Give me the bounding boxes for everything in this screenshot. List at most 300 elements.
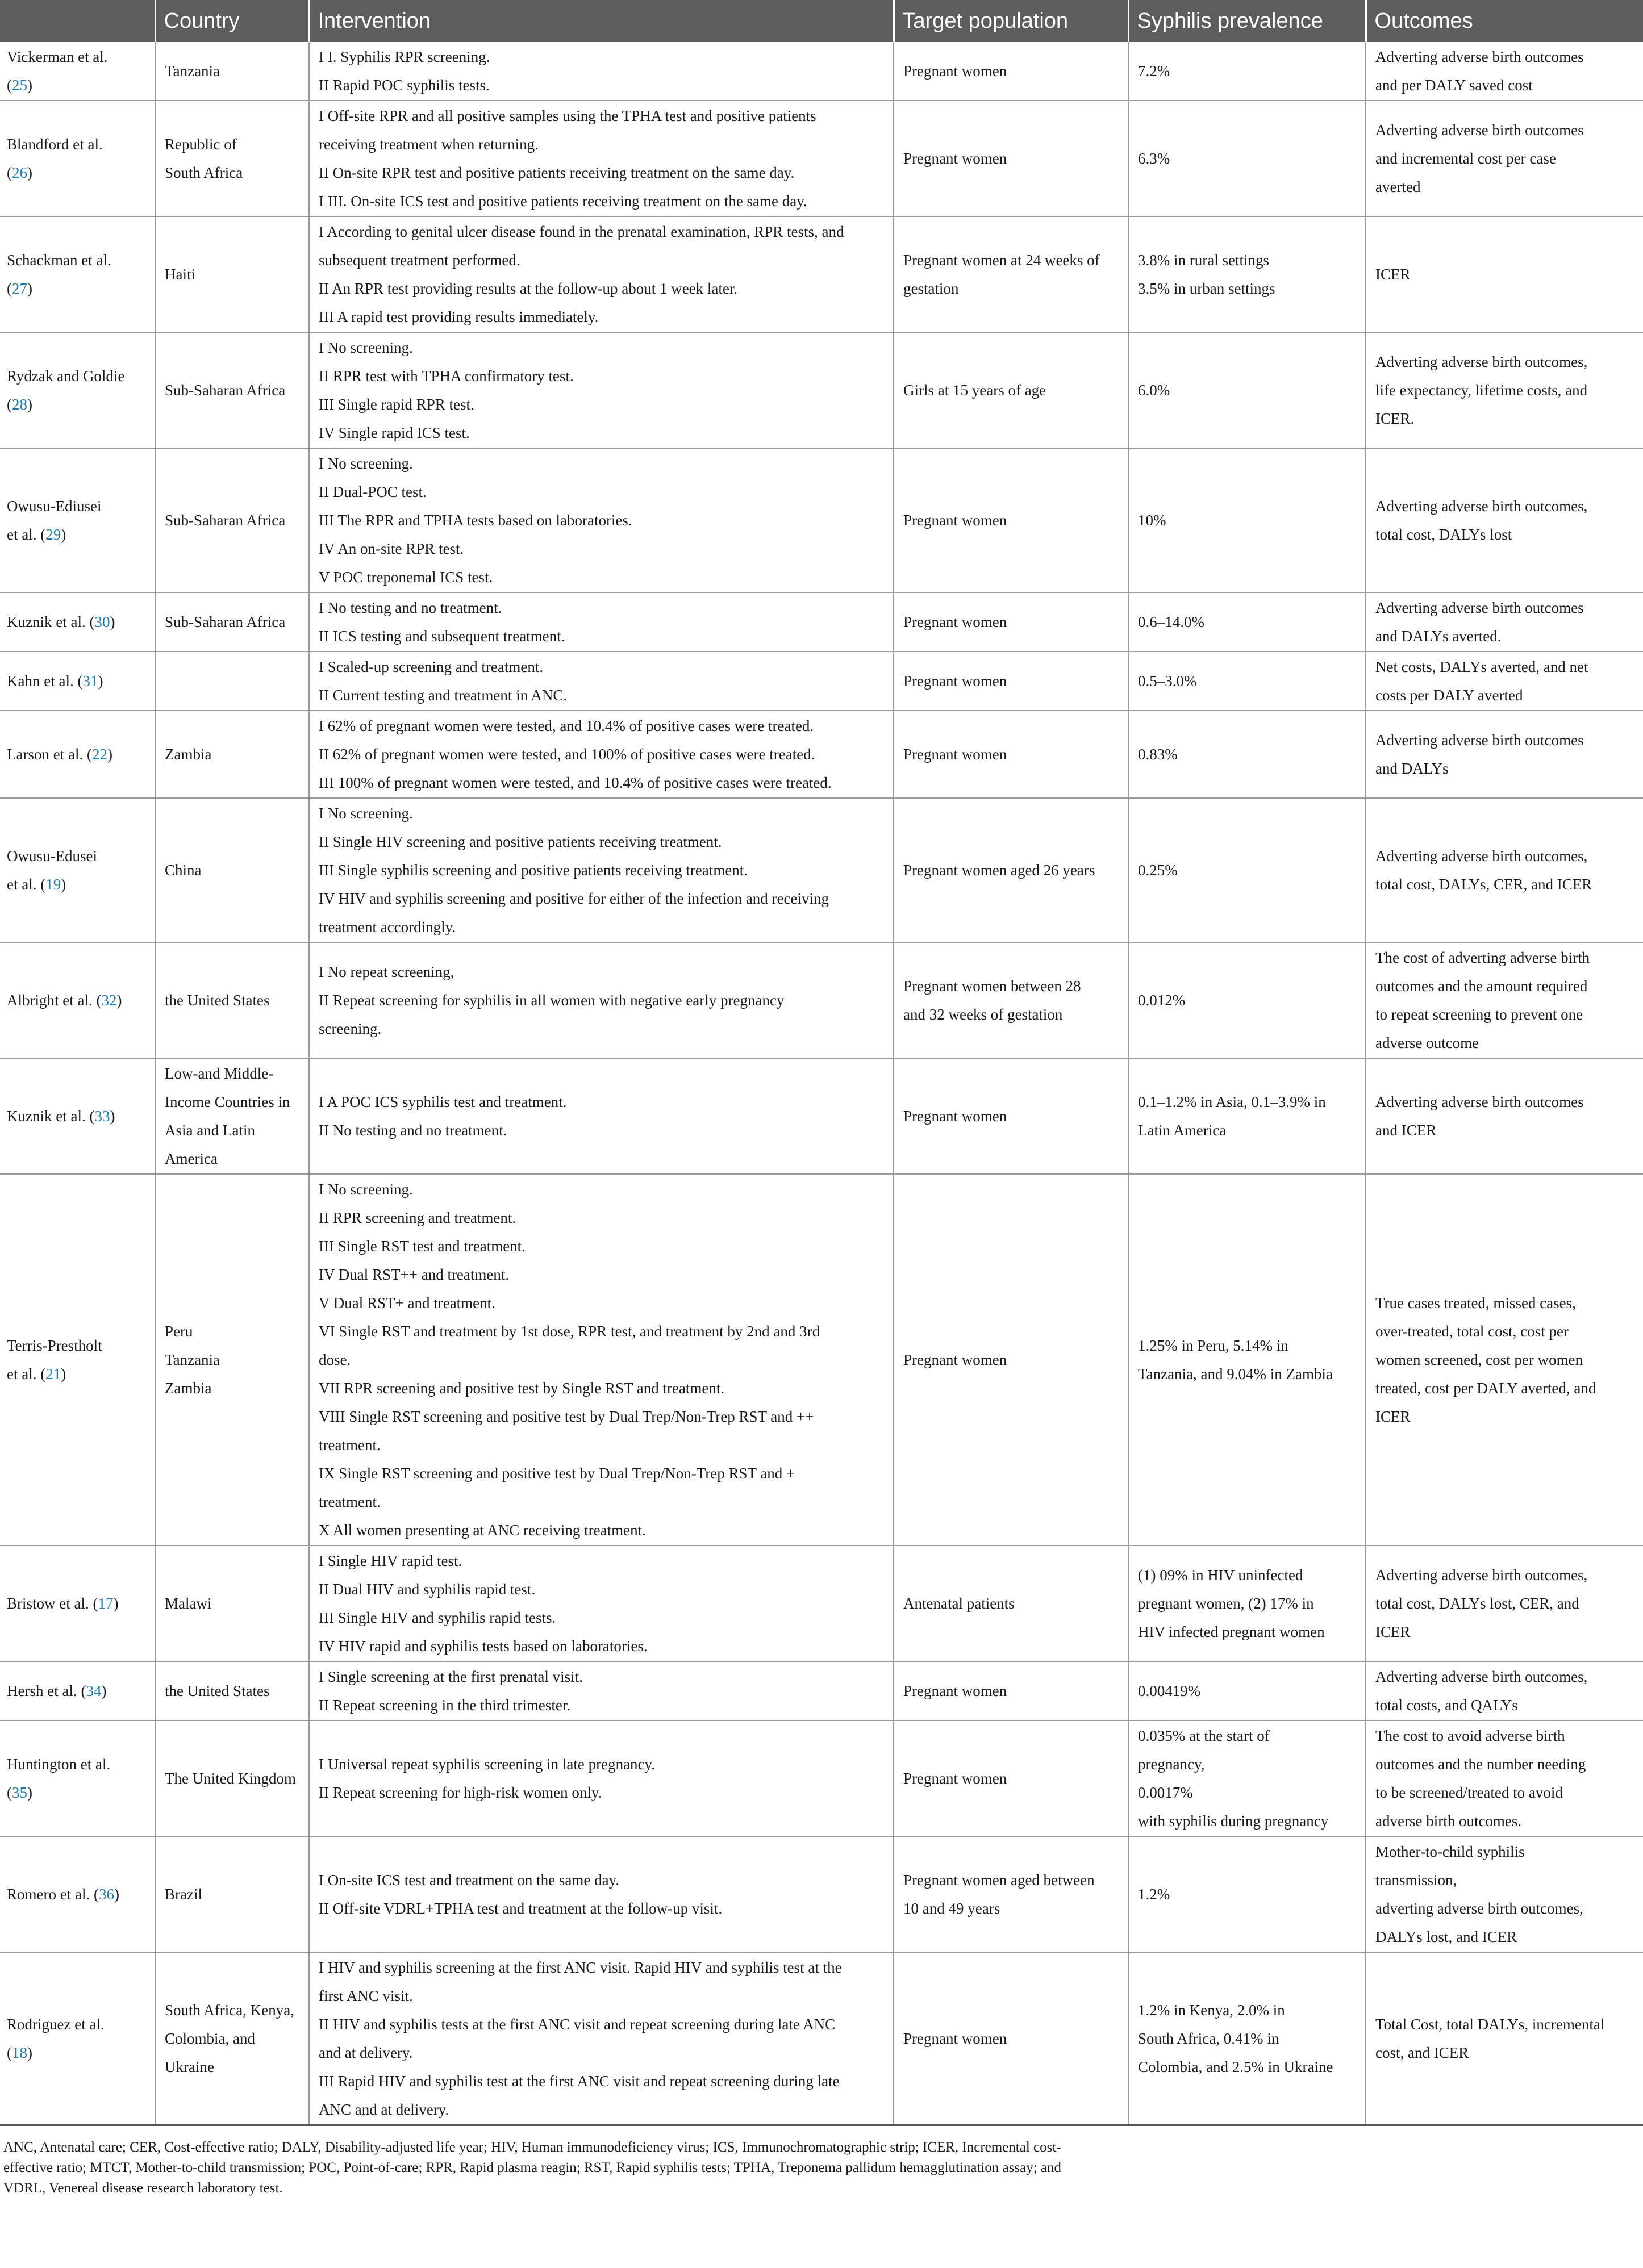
- table-row: [0, 1952, 1643, 2125]
- cell-line: subsequent treatment performed.: [319, 252, 520, 269]
- cell-line: gestation: [903, 280, 959, 297]
- cell-line: Pregnant women aged between: [903, 1872, 1095, 1889]
- cell-line: II Repeat screening for syphilis in all women with negative early pregnancy: [319, 992, 785, 1009]
- cell-line: Owusu-Edusei: [7, 847, 97, 864]
- cell-line: 3.8% in rural settings: [1138, 252, 1269, 269]
- study-cell: [0, 42, 155, 101]
- cell-line: IV HIV and syphilis screening and positive for either of the infection and receiving: [319, 890, 829, 907]
- reference-link[interactable]: 22: [91, 746, 107, 763]
- target-population-cell: [894, 42, 1128, 101]
- target-population-cell: [894, 1836, 1128, 1952]
- cell-line: 0.012%: [1138, 992, 1186, 1009]
- prevalence-cell: [1128, 798, 1366, 942]
- cell-line: IV An on-site RPR test.: [319, 540, 464, 557]
- reference-link[interactable]: 19: [45, 876, 61, 893]
- study-cell: [0, 332, 155, 448]
- cell-line: I Scaled-up screening and treatment.: [319, 658, 544, 675]
- country-cell: [155, 216, 309, 332]
- outcomes-cell: [1366, 1661, 1643, 1720]
- target-population-cell: [894, 711, 1128, 798]
- outcomes-cell: [1366, 942, 1643, 1058]
- cell-line: The cost to avoid adverse birth: [1375, 1727, 1565, 1744]
- target-population-cell: [894, 448, 1128, 592]
- table-row: [0, 942, 1643, 1058]
- cell-line: ICER: [1375, 266, 1411, 283]
- cell-line: Sub-Saharan Africa: [165, 512, 286, 529]
- cell-line: Colombia, and: [165, 2030, 255, 2047]
- prevalence-cell: [1128, 1952, 1366, 2125]
- cell-line: South Africa, 0.41% in: [1138, 2030, 1279, 2047]
- cell-line: Pregnant women aged 26 years: [903, 862, 1095, 879]
- prevalence-cell: [1128, 592, 1366, 651]
- reference-link[interactable]: 18: [12, 2044, 27, 2061]
- cell-line: adverse outcome: [1375, 1034, 1479, 1051]
- cell-line: Ukraine: [165, 2058, 214, 2075]
- cell-line: costs per DALY averted: [1375, 687, 1523, 704]
- cell-line: and incremental cost per case: [1375, 150, 1556, 167]
- cell-line: South Africa, Kenya,: [165, 2002, 294, 2019]
- cell-line: (27): [7, 280, 32, 297]
- country-cell: [155, 1174, 309, 1546]
- outcomes-cell: [1366, 651, 1643, 711]
- cell-line: the United States: [165, 992, 270, 1009]
- cell-line: II HIV and syphilis tests at the first ANC visit and repeat screening during late ANC: [319, 2016, 836, 2033]
- cell-line: adverse birth outcomes.: [1375, 1812, 1522, 1830]
- header-intervention: Intervention: [309, 0, 894, 42]
- cell-line: (1) 09% in HIV uninfected: [1138, 1567, 1303, 1584]
- study-cell: [0, 1546, 155, 1661]
- reference-link[interactable]: 17: [98, 1595, 114, 1612]
- intervention-cell: [309, 216, 894, 332]
- cell-line: Adverting adverse birth outcomes: [1375, 1093, 1584, 1110]
- cell-line: America: [165, 1150, 218, 1167]
- cell-line: Asia and Latin: [165, 1122, 255, 1139]
- table-row: [0, 1546, 1643, 1661]
- cell-line: Schackman et al.: [7, 252, 111, 269]
- country-cell: [155, 942, 309, 1058]
- cell-line: the United States: [165, 1682, 270, 1699]
- cell-line: 0.0017%: [1138, 1784, 1193, 1801]
- cell-line: 0.25%: [1138, 862, 1178, 879]
- cell-line: (26): [7, 164, 32, 181]
- table-row: [0, 1058, 1643, 1174]
- target-population-cell: [894, 332, 1128, 448]
- cell-line: II On-site RPR test and positive patients receiving treatment on the same day.: [319, 164, 795, 181]
- cell-line: II ICS testing and subsequent treatment.: [319, 628, 565, 645]
- cell-line: Vickerman et al.: [7, 48, 108, 65]
- cell-line: Adverting adverse birth outcomes: [1375, 732, 1584, 749]
- reference-link[interactable]: 28: [12, 396, 27, 413]
- study-cell: [0, 1174, 155, 1546]
- cell-line: 6.0%: [1138, 382, 1170, 399]
- cell-line: Mother-to-child syphilis: [1375, 1843, 1525, 1860]
- table-row: [0, 711, 1643, 798]
- cell-line: Kuznik et al. (30): [7, 613, 115, 630]
- cell-line: Adverting adverse birth outcomes: [1375, 599, 1584, 616]
- cell-line: III Rapid HIV and syphilis test at the first ANC visit and repeat screening during late: [319, 2073, 840, 2090]
- outcomes-cell: [1366, 1546, 1643, 1661]
- cell-line: V POC treponemal ICS test.: [319, 569, 493, 586]
- cell-line: III A rapid test providing results immediately.: [319, 308, 599, 325]
- cell-line: III 100% of pregnant women were tested, and 10.4% of positive cases were treated.: [319, 774, 832, 791]
- cell-line: 0.035% at the start of: [1138, 1727, 1270, 1744]
- cell-line: treated, cost per DALY averted, and: [1375, 1380, 1596, 1397]
- cell-line: I No screening.: [319, 1181, 413, 1198]
- cell-line: True cases treated, missed cases,: [1375, 1294, 1576, 1311]
- cell-line: I No screening.: [319, 339, 413, 356]
- cell-line: I Off-site RPR and all positive samples using the TPHA test and positive patients: [319, 107, 816, 124]
- intervention-cell: [309, 1836, 894, 1952]
- table-footnote: [0, 2126, 1157, 2199]
- cell-line: Adverting adverse birth outcomes: [1375, 122, 1584, 139]
- cell-line: III Single HIV and syphilis rapid tests.: [319, 1609, 556, 1626]
- cell-line: Pregnant women: [903, 150, 1007, 167]
- cell-line: Latin America: [1138, 1122, 1227, 1139]
- prevalence-cell: [1128, 1174, 1366, 1546]
- intervention-cell: [309, 1174, 894, 1546]
- cell-line: ICER: [1375, 1623, 1411, 1640]
- cell-line: Adverting adverse birth outcomes,: [1375, 1668, 1588, 1685]
- cell-line: Pregnant women: [903, 1108, 1007, 1125]
- cell-line: ICER: [1375, 1408, 1411, 1425]
- header-syphilis-prevalence: Syphilis prevalence: [1128, 0, 1366, 42]
- cell-line: et al. (21): [7, 1365, 66, 1382]
- cell-line: first ANC visit.: [319, 1987, 413, 2004]
- intervention-cell: [309, 42, 894, 101]
- cell-line: Colombia, and 2.5% in Ukraine: [1138, 2058, 1333, 2075]
- outcomes-cell: [1366, 332, 1643, 448]
- study-cell: [0, 942, 155, 1058]
- cell-line: Pregnant women: [903, 1770, 1007, 1787]
- intervention-cell: [309, 1952, 894, 2125]
- cell-line: V Dual RST+ and treatment.: [319, 1294, 495, 1311]
- cell-line: total cost, DALYs, CER, and ICER: [1375, 876, 1592, 893]
- cell-line: Girls at 15 years of age: [903, 382, 1046, 399]
- cell-line: IX Single RST screening and positive test by Dual Trep/Non-Trep RST and +: [319, 1465, 795, 1482]
- cell-line: Tanzania: [165, 1351, 220, 1368]
- cell-line: I HIV and syphilis screening at the first ANC visit. Rapid HIV and syphilis test at the: [319, 1959, 842, 1976]
- cell-line: women screened, cost per women: [1375, 1351, 1583, 1368]
- table-row: [0, 592, 1643, 651]
- country-cell: [155, 1720, 309, 1836]
- cell-line: II RPR screening and treatment.: [319, 1209, 516, 1226]
- cell-line: I According to genital ulcer disease found in the prenatal examination, RPR tests, and: [319, 223, 844, 240]
- intervention-cell: [309, 711, 894, 798]
- cell-line: 0.5–3.0%: [1138, 673, 1197, 690]
- cell-line: 0.6–14.0%: [1138, 613, 1204, 630]
- cell-line: Total Cost, total DALYs, incremental: [1375, 2016, 1605, 2033]
- target-population-cell: [894, 1546, 1128, 1661]
- study-cell: [0, 1836, 155, 1952]
- cell-line: Kuznik et al. (33): [7, 1108, 115, 1125]
- target-population-cell: [894, 1174, 1128, 1546]
- cell-line: dose.: [319, 1351, 351, 1368]
- cell-line: I 62% of pregnant women were tested, and 10.4% of positive cases were treated.: [319, 717, 814, 734]
- prevalence-cell: [1128, 101, 1366, 216]
- study-cell: [0, 1058, 155, 1174]
- intervention-cell: [309, 592, 894, 651]
- cell-line: 1.2%: [1138, 1886, 1170, 1903]
- cell-line: Adverting adverse birth outcomes,: [1375, 847, 1588, 864]
- cell-line: Pregnant women: [903, 1351, 1007, 1368]
- cell-line: over-treated, total cost, cost per: [1375, 1323, 1569, 1340]
- cell-line: I Single HIV rapid test.: [319, 1552, 462, 1569]
- country-cell: [155, 592, 309, 651]
- cell-line: 7.2%: [1138, 62, 1170, 80]
- cell-line: IV Dual RST++ and treatment.: [319, 1266, 510, 1283]
- study-cell: [0, 651, 155, 711]
- cell-line: pregnancy,: [1138, 1756, 1205, 1773]
- cell-line: VII RPR screening and positive test by Single RST and treatment.: [319, 1380, 725, 1397]
- header-outcomes: Outcomes: [1366, 0, 1643, 42]
- cell-line: and at delivery.: [319, 2044, 413, 2061]
- cell-line: Malawi: [165, 1595, 212, 1612]
- cell-line: 1.2% in Kenya, 2.0% in: [1138, 2002, 1285, 2019]
- cell-line: outcomes and the number needing: [1375, 1756, 1586, 1773]
- cell-line: Low-and Middle-: [165, 1065, 274, 1082]
- prevalence-cell: [1128, 1720, 1366, 1836]
- cell-line: (18): [7, 2044, 32, 2061]
- target-population-cell: [894, 1720, 1128, 1836]
- cell-line: Sub-Saharan Africa: [165, 382, 286, 399]
- intervention-cell: [309, 942, 894, 1058]
- cell-line: pregnant women, (2) 17% in: [1138, 1595, 1314, 1612]
- cell-line: III The RPR and TPHA tests based on laboratories.: [319, 512, 632, 529]
- cell-line: II 62% of pregnant women were tested, and 100% of positive cases were treated.: [319, 746, 815, 763]
- reference-link[interactable]: 27: [12, 280, 27, 297]
- study-cell: [0, 216, 155, 332]
- intervention-cell: [309, 448, 894, 592]
- table-row: [0, 1661, 1643, 1720]
- study-cell: [0, 1720, 155, 1836]
- outcomes-cell: [1366, 1058, 1643, 1174]
- cell-line: South Africa: [165, 164, 243, 181]
- study-cell: [0, 798, 155, 942]
- cell-line: total costs, and QALYs: [1375, 1697, 1518, 1714]
- cell-line: total cost, DALYs lost: [1375, 526, 1512, 543]
- cell-line: Pregnant women: [903, 1682, 1007, 1699]
- outcomes-cell: [1366, 1952, 1643, 2125]
- cell-line: Pregnant women at 24 weeks of: [903, 252, 1100, 269]
- cell-line: life expectancy, lifetime costs, and: [1375, 382, 1588, 399]
- cell-line: Hersh et al. (34): [7, 1682, 107, 1699]
- reference-link[interactable]: 35: [12, 1784, 27, 1801]
- reference-link[interactable]: 36: [98, 1886, 114, 1903]
- cell-line: II Repeat screening in the third trimester.: [319, 1697, 571, 1714]
- cell-line: Sub-Saharan Africa: [165, 613, 286, 630]
- cell-line: total cost, DALYs lost, CER, and: [1375, 1595, 1579, 1612]
- cell-line: receiving treatment when returning.: [319, 136, 539, 153]
- cell-line: I Single screening at the first prenatal visit.: [319, 1668, 583, 1685]
- cell-line: Net costs, DALYs averted, and net: [1375, 658, 1588, 675]
- reference-link[interactable]: 33: [94, 1108, 110, 1125]
- header-study: [0, 0, 155, 42]
- outcomes-cell: [1366, 1836, 1643, 1952]
- cell-line: II Dual-POC test.: [319, 483, 427, 500]
- cell-line: II Rapid POC syphilis tests.: [319, 77, 490, 94]
- prevalence-cell: [1128, 1836, 1366, 1952]
- header-country: Country: [155, 0, 309, 42]
- intervention-cell: [309, 101, 894, 216]
- cell-line: 0.00419%: [1138, 1682, 1201, 1699]
- country-cell: [155, 1836, 309, 1952]
- country-cell: [155, 42, 309, 101]
- cell-line: and ICER: [1375, 1122, 1437, 1139]
- cell-line: III Single RST test and treatment.: [319, 1238, 526, 1255]
- study-cell: [0, 1661, 155, 1720]
- cell-line: Kahn et al. (31): [7, 673, 103, 690]
- cell-line: II No testing and no treatment.: [319, 1122, 507, 1139]
- reference-link[interactable]: 26: [12, 164, 27, 181]
- cell-line: 1.25% in Peru, 5.14% in: [1138, 1337, 1288, 1354]
- study-cell: [0, 448, 155, 592]
- cell-line: Republic of: [165, 136, 237, 153]
- cell-line: Tanzania, and 9.04% in Zambia: [1138, 1365, 1333, 1382]
- prevalence-cell: [1128, 332, 1366, 448]
- footnote-line: VDRL, Venereal disease research laboratory test.: [3, 2181, 283, 2196]
- cell-line: II Current testing and treatment in ANC.: [319, 687, 568, 704]
- study-cell: [0, 101, 155, 216]
- cell-line: 10%: [1138, 512, 1166, 529]
- country-cell: [155, 798, 309, 942]
- study-cell: [0, 592, 155, 651]
- reference-link[interactable]: 21: [45, 1365, 61, 1382]
- cell-line: Antenatal patients: [903, 1595, 1015, 1612]
- study-cell: [0, 1952, 155, 2125]
- cell-line: Larson et al. (22): [7, 746, 112, 763]
- cell-line: III Single rapid RPR test.: [319, 396, 474, 413]
- target-population-cell: [894, 942, 1128, 1058]
- cell-line: cost, and ICER: [1375, 2044, 1469, 2061]
- cell-line: Pregnant women: [903, 62, 1007, 80]
- cell-line: Pregnant women: [903, 512, 1007, 529]
- outcomes-cell: [1366, 42, 1643, 101]
- country-cell: [155, 1661, 309, 1720]
- cell-line: 3.5% in urban settings: [1138, 280, 1275, 297]
- cell-line: Albright et al. (32): [7, 992, 122, 1009]
- country-cell: [155, 448, 309, 592]
- cell-line: The cost of adverting adverse birth: [1375, 949, 1590, 966]
- cell-line: I No repeat screening,: [319, 963, 454, 980]
- cell-line: and DALYs averted.: [1375, 628, 1502, 645]
- cell-line: Adverting adverse birth outcomes: [1375, 48, 1584, 65]
- reference-link[interactable]: 32: [101, 992, 117, 1009]
- cell-line: and DALYs: [1375, 760, 1449, 777]
- cell-line: treatment accordingly.: [319, 918, 456, 935]
- country-cell: [155, 711, 309, 798]
- cell-line: Pregnant women: [903, 2030, 1007, 2047]
- table-header: [0, 0, 1643, 42]
- reference-link[interactable]: 29: [45, 526, 61, 543]
- cell-line: VIII Single RST screening and positive test by Dual Trep/Non-Trep RST and ++: [319, 1408, 814, 1425]
- prevalence-cell: [1128, 651, 1366, 711]
- cell-line: Peru: [165, 1323, 193, 1340]
- outcomes-cell: [1366, 448, 1643, 592]
- reference-link[interactable]: 25: [12, 77, 27, 94]
- cell-line: Zambia: [165, 746, 212, 763]
- outcomes-cell: [1366, 101, 1643, 216]
- cell-line: treatment.: [319, 1436, 381, 1453]
- cell-line: II Single HIV screening and positive patients receiving treatment.: [319, 833, 722, 850]
- outcomes-cell: [1366, 1720, 1643, 1836]
- intervention-cell: [309, 1058, 894, 1174]
- intervention-cell: [309, 651, 894, 711]
- reference-link[interactable]: 34: [86, 1682, 102, 1699]
- cell-line: I On-site ICS test and treatment on the same day.: [319, 1872, 620, 1889]
- table-row: [0, 101, 1643, 216]
- cell-line: adverting adverse birth outcomes,: [1375, 1900, 1583, 1917]
- cell-line: II An RPR test providing results at the follow-up about 1 week later.: [319, 280, 738, 297]
- cell-line: Adverting adverse birth outcomes,: [1375, 353, 1588, 370]
- cell-line: treatment.: [319, 1493, 381, 1510]
- cell-line: and 32 weeks of gestation: [903, 1006, 1063, 1023]
- prevalence-cell: [1128, 216, 1366, 332]
- cell-line: 0.1–1.2% in Asia, 0.1–3.9% in: [1138, 1093, 1326, 1110]
- cell-line: screening.: [319, 1020, 382, 1037]
- cell-line: ICER.: [1375, 410, 1415, 427]
- cell-line: II Repeat screening for high-risk women only.: [319, 1784, 602, 1801]
- target-population-cell: [894, 592, 1128, 651]
- cell-line: Pregnant women between 28: [903, 978, 1081, 995]
- country-cell: [155, 332, 309, 448]
- outcomes-cell: [1366, 216, 1643, 332]
- cell-line: Pregnant women: [903, 673, 1007, 690]
- cell-line: X All women presenting at ANC receiving treatment.: [319, 1522, 646, 1539]
- cell-line: 10 and 49 years: [903, 1900, 1000, 1917]
- cell-line: averted: [1375, 178, 1421, 195]
- prevalence-cell: [1128, 942, 1366, 1058]
- cell-line: Brazil: [165, 1886, 202, 1903]
- prevalence-cell: [1128, 1058, 1366, 1174]
- cell-line: (28): [7, 396, 32, 413]
- cell-line: I No testing and no treatment.: [319, 599, 502, 616]
- target-population-cell: [894, 1058, 1128, 1174]
- cell-line: II Off-site VDRL+TPHA test and treatment at the follow-up visit.: [319, 1900, 723, 1917]
- cell-line: Blandford et al.: [7, 136, 103, 153]
- intervention-cell: [309, 1661, 894, 1720]
- cell-line: Adverting adverse birth outcomes,: [1375, 1567, 1588, 1584]
- cell-line: DALYs lost, and ICER: [1375, 1928, 1517, 1945]
- cell-line: Rydzak and Goldie: [7, 367, 125, 385]
- cell-line: Romero et al. (36): [7, 1886, 119, 1903]
- cell-line: outcomes and the amount required: [1375, 978, 1588, 995]
- cell-line: IV Single rapid ICS test.: [319, 424, 470, 441]
- country-cell: [155, 1058, 309, 1174]
- table-row: [0, 651, 1643, 711]
- country-cell: [155, 1546, 309, 1661]
- cell-line: to be screened/treated to avoid: [1375, 1784, 1563, 1801]
- cell-line: Owusu-Ediusei: [7, 498, 102, 515]
- reference-link[interactable]: 31: [82, 673, 98, 690]
- prevalence-cell: [1128, 42, 1366, 101]
- table-row: [0, 798, 1643, 942]
- intervention-cell: [309, 332, 894, 448]
- cell-line: transmission,: [1375, 1872, 1457, 1889]
- reference-link[interactable]: 30: [94, 613, 110, 630]
- cell-line: (35): [7, 1784, 32, 1801]
- footnote-line: effective ratio; MTCT, Mother-to-child transmission; POC, Point-of-care; RPR, Rapid plasma reagin; RST, Rapid syphilis tests; TPHA, Treponema pallidum hemagglutination assay; and: [3, 2160, 1062, 2175]
- cell-line: (25): [7, 77, 32, 94]
- cell-line: VI Single RST and treatment by 1st dose, RPR test, and treatment by 2nd and 3rd: [319, 1323, 820, 1340]
- intervention-cell: [309, 1720, 894, 1836]
- outcomes-cell: [1366, 711, 1643, 798]
- cell-line: III Single syphilis screening and positive patients receiving treatment.: [319, 862, 748, 879]
- cell-line: Income Countries in: [165, 1093, 290, 1110]
- target-population-cell: [894, 216, 1128, 332]
- cell-line: Tanzania: [165, 62, 220, 80]
- prevalence-cell: [1128, 1661, 1366, 1720]
- table-row: [0, 42, 1643, 101]
